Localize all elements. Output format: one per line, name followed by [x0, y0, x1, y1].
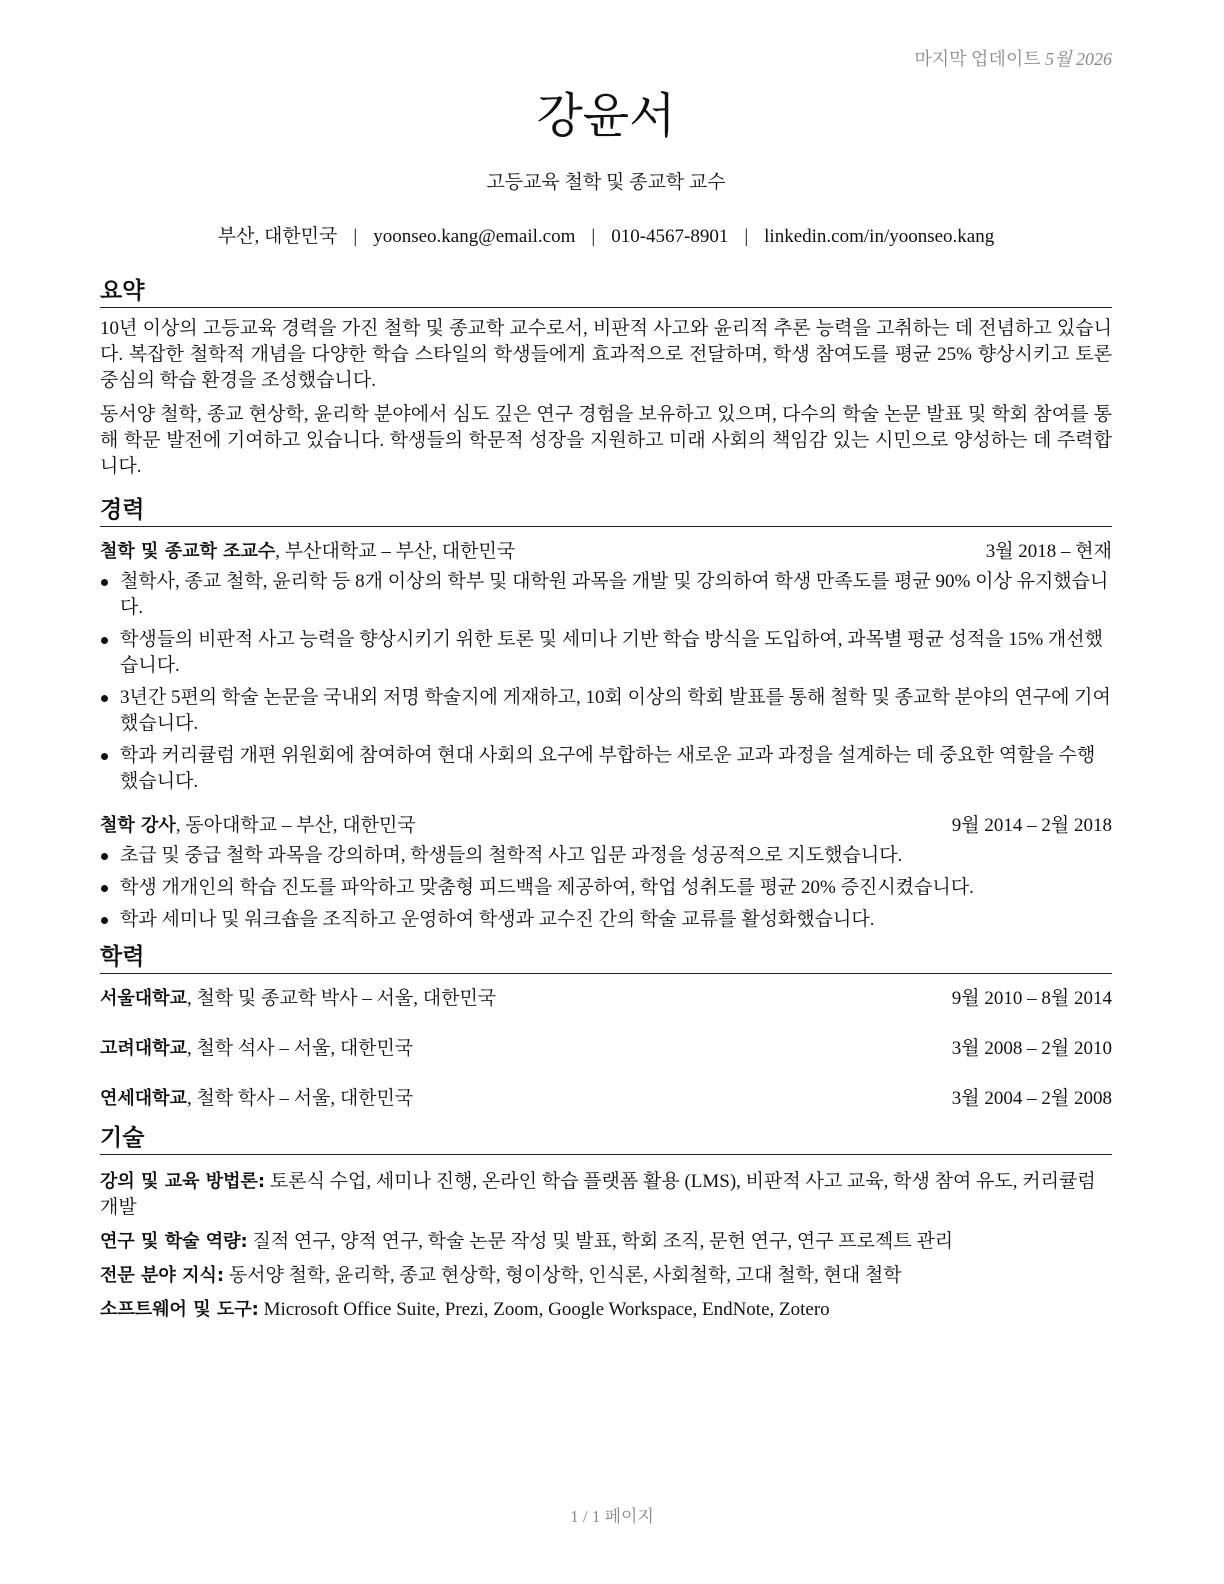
last-updated-date: 5월 2026 [1045, 49, 1112, 69]
skill-item [100, 1229, 1112, 1255]
skill-item [100, 1263, 1112, 1289]
person-name: 강윤서 [536, 88, 676, 144]
job-dates: 9월 2014 – 2월 2018 [951, 815, 1112, 836]
skill-value: 토론식 수업, 세미나 진행, 온라인 학습 플랫폼 활용 (LMS), 비판적 사고 교육, 학생 참여 유도, 커리큘럼 개발 [100, 1171, 1096, 1218]
job-subtitle: 고등교육 철학 및 종교학 교수 [486, 172, 726, 193]
skills-section [100, 1122, 1112, 1323]
skill-value: Microsoft Office Suite, Prezi, Zoom, Google Workspace, EndNote, Zotero [258, 1299, 830, 1320]
education-dates: 3월 2004 – 2월 2008 [951, 1088, 1112, 1109]
job-entry-header [100, 813, 1112, 839]
job-bullet: 학과 세미나 및 워크숍을 조직하고 운영하여 학생과 교수진 간의 학술 교류를 활성화했습니다. [120, 907, 1112, 933]
education-dates: 3월 2008 – 2월 2010 [951, 1038, 1112, 1059]
resume-content [100, 275, 1112, 1331]
job-bullet-list [100, 843, 1112, 933]
last-updated-label: 마지막 업데이트 [914, 49, 1041, 69]
job-bullet: 철학사, 종교 철학, 윤리학 등 8개 이상의 학부 및 대학원 과목을 개발 및 강의하여 학생 만족도를 평균 90% 이상 유지했습니다. [120, 569, 1112, 621]
skill-value: 동서양 철학, 윤리학, 종교 현상학, 형이상학, 인식론, 사회철학, 고대 철학, 현대 철학 [224, 1265, 902, 1286]
contact-linkedin[interactable]: linkedin.com/in/yoonseo.kang [764, 226, 995, 247]
experience-heading: 경력 [100, 494, 1112, 527]
job-org: , 부산대학교 – 부산, 대한민국 [275, 541, 516, 562]
job-title-line [100, 813, 416, 839]
contact-email[interactable]: yoonseo.kang@email.com [373, 226, 576, 247]
education-line [100, 1086, 413, 1112]
skill-item [100, 1297, 1112, 1323]
contact-separator: | [353, 226, 358, 247]
skills-heading: 기술 [100, 1122, 1112, 1155]
summary-section [100, 275, 1112, 480]
degree-detail: , 철학 석사 – 서울, 대한민국 [186, 1038, 414, 1059]
contact-line [100, 224, 1112, 250]
job-title-line [100, 539, 515, 565]
job-dates: 3월 2018 – 현재 [985, 541, 1112, 562]
school-name: 고려대학교 [100, 1038, 187, 1059]
job-bullet: 3년간 5편의 학술 논문을 국내외 저명 학술지에 게재하고, 10회 이상의 학회 발표를 통해 철학 및 종교학 분야의 연구에 기여했습니다. [120, 685, 1112, 737]
skill-label: 소프트웨어 및 도구: [100, 1299, 259, 1320]
skill-value: 질적 연구, 양적 연구, 학술 논문 작성 및 발표, 학회 조직, 문헌 연구, 연구 프로젝트 관리 [247, 1231, 954, 1252]
job-entry-header [100, 539, 1112, 565]
contact-phone: 010-4567-8901 [611, 226, 729, 247]
education-entry [100, 1036, 1112, 1062]
job-bullet: 학과 커리큘럼 개편 위원회에 참여하여 현대 사회의 요구에 부합하는 새로운 교과 과정을 설계하는 데 중요한 역할을 수행했습니다. [120, 743, 1112, 795]
job-bullet-list [100, 569, 1112, 795]
education-heading: 학력 [100, 941, 1112, 974]
skill-label: 강의 및 교육 방법론: [100, 1171, 266, 1192]
contact-separator: | [591, 226, 596, 247]
job-bullet: 학생들의 비판적 사고 능력을 향상시키기 위한 토론 및 세미나 기반 학습 방식을 도입하여, 과목별 평균 성적을 15% 개선했습니다. [120, 627, 1112, 679]
page-number: 1 / 1 페이지 [570, 1507, 654, 1526]
job-bullet: 초급 및 중급 철학 과목을 강의하며, 학생들의 철학적 사고 입문 과정을 성공적으로 지도했습니다. [120, 843, 1112, 869]
contact-separator: | [744, 226, 749, 247]
education-entry [100, 986, 1112, 1012]
experience-section [100, 494, 1112, 933]
degree-detail: , 철학 및 종교학 박사 – 서울, 대한민국 [186, 988, 497, 1009]
school-name: 연세대학교 [100, 1088, 187, 1109]
job-bullet: 학생 개개인의 학습 진도를 파악하고 맞춤형 피드백을 제공하여, 학업 성취도를 평균 20% 증진시켰습니다. [120, 875, 1112, 901]
education-line [100, 986, 496, 1012]
last-updated [914, 45, 1112, 71]
contact-location: 부산, 대한민국 [217, 226, 338, 247]
skill-label: 연구 및 학술 역량: [100, 1231, 248, 1252]
summary-paragraph: 10년 이상의 고등교육 경력을 가진 철학 및 종교학 교수로서, 비판적 사고와 윤리적 추론 능력을 고취하는 데 전념하고 있습니다. 복잡한 철학적 개념을 다양한 학습 스타일의 학생들에게 효과적으로 전달하며, 학생 참여도를 평균 25% 향상시키고 토론 중심의 학습 환경을 조성했습니다. [100, 318, 1112, 391]
education-dates: 9월 2010 – 8월 2014 [951, 988, 1112, 1009]
summary-paragraph: 동서양 철학, 종교 현상학, 윤리학 분야에서 심도 깊은 연구 경험을 보유하고 있으며, 다수의 학술 논문 발표 및 학회 참여를 통해 학문 발전에 기여하고 있습니다. 학생들의 학문적 성장을 지원하고 미래 사회의 책임감 있는 시민으로 양성하는 데 주력합니다. [100, 404, 1112, 477]
education-line [100, 1036, 413, 1062]
education-section [100, 941, 1112, 1112]
job-title: 철학 강사 [100, 815, 176, 836]
skill-item [100, 1169, 1112, 1221]
school-name: 서울대학교 [100, 988, 187, 1009]
summary-heading: 요약 [100, 275, 1112, 308]
skill-label: 전문 분야 지식: [100, 1265, 225, 1286]
education-entry [100, 1086, 1112, 1112]
degree-detail: , 철학 학사 – 서울, 대한민국 [186, 1088, 414, 1109]
job-org: , 동아대학교 – 부산, 대한민국 [175, 815, 416, 836]
job-title: 철학 및 종교학 조교수 [100, 541, 276, 562]
